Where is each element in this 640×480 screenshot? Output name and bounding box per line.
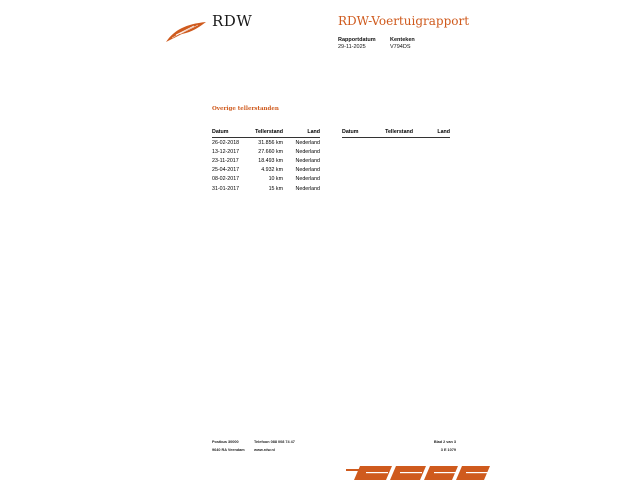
odometer-table-left xyxy=(212,129,320,193)
odometer-table-right xyxy=(342,129,450,138)
row-date: 25-04-2017 xyxy=(212,167,240,174)
table-row xyxy=(212,175,320,184)
table-header xyxy=(212,129,320,138)
row-country: Nederland xyxy=(295,148,320,155)
row-date: 08-02-2017 xyxy=(212,176,240,183)
row-country: Nederland xyxy=(295,139,320,146)
column-header-date: Datum xyxy=(342,129,359,135)
column-header-odometer: Tellerstand xyxy=(385,129,413,135)
column-header-country: Land xyxy=(307,129,320,135)
row-odometer: 31.856 km xyxy=(258,139,283,146)
table-row xyxy=(212,147,320,156)
row-odometer: 4.932 km xyxy=(261,167,283,174)
table-header xyxy=(342,129,450,138)
row-country: Nederland xyxy=(295,157,320,164)
row-date: 31-01-2017 xyxy=(212,185,240,192)
table-row xyxy=(212,138,320,147)
column-header-country: Land xyxy=(437,129,450,135)
table-row xyxy=(212,156,320,165)
document-title: RDW-Voertuigrapport xyxy=(338,14,470,28)
row-odometer: 18.493 km xyxy=(258,157,283,164)
row-country: Nederland xyxy=(295,185,320,192)
column-header-date: Datum xyxy=(212,129,229,135)
row-country: Nederland xyxy=(295,176,320,183)
row-odometer: 10 km xyxy=(268,176,283,183)
row-odometer: 15 km xyxy=(268,185,283,192)
footer-code: 3 E 1079 xyxy=(440,448,456,452)
report-date-label: Rapportdatum xyxy=(338,37,376,43)
row-country: Nederland xyxy=(295,167,320,174)
table-row xyxy=(212,184,320,193)
footer-address: 9640 RA Veendam xyxy=(212,448,245,452)
section-title: Overige tellerstanden xyxy=(212,106,279,112)
row-odometer: 27.660 km xyxy=(258,148,283,155)
row-date: 13-12-2017 xyxy=(212,148,240,155)
row-date: 26-02-2018 xyxy=(212,139,240,146)
footer-website: www.rdw.nl xyxy=(254,448,275,452)
column-header-odometer: Tellerstand xyxy=(255,129,283,135)
brand-name: RDW xyxy=(212,12,253,30)
footer-phone: Telefoon 088 008 74 47 xyxy=(254,440,295,444)
plate-value: V794DS xyxy=(390,44,411,50)
rdw-logo-icon xyxy=(164,20,208,44)
report-date-value: 29-11-2025 xyxy=(338,44,366,50)
footer-postbus: Postbus 30000 xyxy=(212,440,239,444)
row-date: 23-11-2017 xyxy=(212,157,239,164)
plate-label: Kenteken xyxy=(390,37,415,43)
table-row xyxy=(212,166,320,175)
rdw-stripes-icon xyxy=(346,466,492,480)
footer-page: Blad 2 van 3 xyxy=(433,440,456,444)
